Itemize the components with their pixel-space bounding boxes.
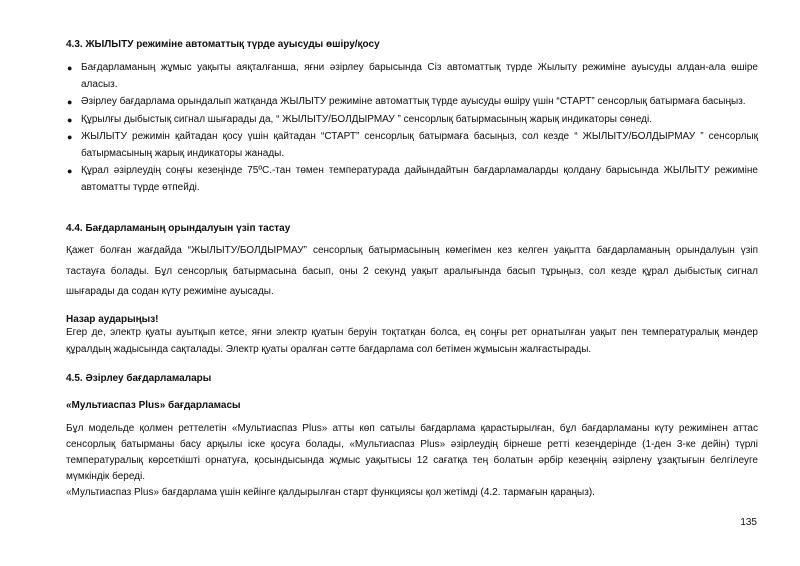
section-heading-4-5: 4.5. Әзірлеу бағдарламалары [66, 373, 212, 384]
bullet-dot-icon: ● [67, 114, 73, 125]
bullet-list [66, 60, 758, 197]
program-paragraph-1: Бұл модельде қолмен реттелетін «Мультиаспаз Plus» атты көп сатылы бағдарлама қарастырылған, бұл бағдарламаны күту режимінен аттас сенсорлық батырманы басу арқылы іске қосуға болады, «Мультиаспаз Plus» әзірлеудің бірнеше ретті кезеңдерінде (1-ден 3-ке дейін) түрлі температуралық көрсеткішті орнатуға, қосындысында жұмыс уақытысы 12 сағатқа тең болатын әрбір кезеңнің әзірлену ұзақтығын белгілеуге мүмкіндік береді. [66, 423, 758, 482]
program-subheading: «Мультиаспаз Plus» бағдарламасы [66, 400, 241, 411]
list-item-text: Құрылғы дыбыстық сигнал шығарады да, “ ЖЫЛЫТУ/БОЛДЫРМАУ ” сенсорлық батырмасының жарық индикаторы сөнеді. [81, 113, 653, 125]
list-item-text: Әзірлеу бағдарлама орындалып жатқанда ЖЫЛЫТУ режиміне автоматтық түрде ауысуды өшіру үшін “СТАРТ” сенсорлық батырмаға басыңыз. [81, 96, 746, 107]
program-paragraph-2: «Мультиаспаз Plus» бағдарлама үшін кейінге қалдырылған старт функциясы қол жетімді (4.2. тармағын қараңыз). [66, 487, 595, 498]
bullet-dot-icon: ● [67, 166, 73, 176]
list-item-text: Бағдарламаның жұмыс уақыты аяқталғанша, яғни әзірлеу барысында Сіз автоматтық түрде Жылыту режиміне ауысуды алдан-ала өшіре аласыз. [81, 62, 758, 90]
bullet-dot-icon: ● [67, 132, 73, 142]
list-item [66, 129, 758, 162]
warning-paragraph: Егер де, электр қуаты ауытқып кетсе, яғни электр қуатын беруін тоқтатқан болса, ең соңғы рет орнатылған уақыт пен температуралық мәндер құралдың жадысында сақталады. Электр қуаты оралған сәтте бағдарлама сол бетімен жұмысын жалғастырады. [66, 327, 758, 355]
section-heading-4-4: 4.4. Бағдарламаның орындалуын үзіп тастау [66, 223, 291, 234]
warning-heading: Назар аударыңыз! [66, 314, 159, 325]
page-number: 135 [740, 517, 757, 528]
list-item-text: Құрал әзірлеудің соңғы кезеңінде 75ºС.-тан төмен температурада дайындайтын бағдарламаларды қолдану барысында ЖЫЛЫТУ режиміне автоматты түрде өтпейді. [81, 165, 758, 193]
list-item [66, 94, 758, 111]
bullet-dot-icon: ● [67, 97, 73, 107]
list-item [66, 112, 758, 129]
list-item-text: ЖЫЛЫТУ режимін қайтадан қосу үшін қайтадан “СТАРТ” сенсорлық батырмаға басыңыз, сол кезде “ ЖЫЛЫТУ/БОЛДЫРМАУ ” сенсорлық батырмасының жарық индикаторы жанады. [81, 131, 758, 159]
bullet-dot-icon: ● [67, 63, 73, 73]
section-heading-4-3: 4.3. ЖЫЛЫТУ режиміне автоматтық түрде ауысуды өшіру/қосу [66, 39, 380, 50]
program-description [66, 421, 758, 501]
list-item [66, 163, 758, 196]
list-item [66, 60, 758, 93]
section-4-4-paragraph: Қажет болған жағдайда “ЖЫЛЫТУ/БОЛДЫРМАУ” сенсорлық батырмасының көмегімен кез келген уақытта бағдарламаның орындалуын үзіп тастауға болады. Бұл сенсорлық батырмасына басып, оны 2 секунд уақыт аралығында басып тұрыңыз, сол кезде құрал дыбыстық сигнал шығарады да содан күту режиміне ауысады. [66, 245, 758, 297]
